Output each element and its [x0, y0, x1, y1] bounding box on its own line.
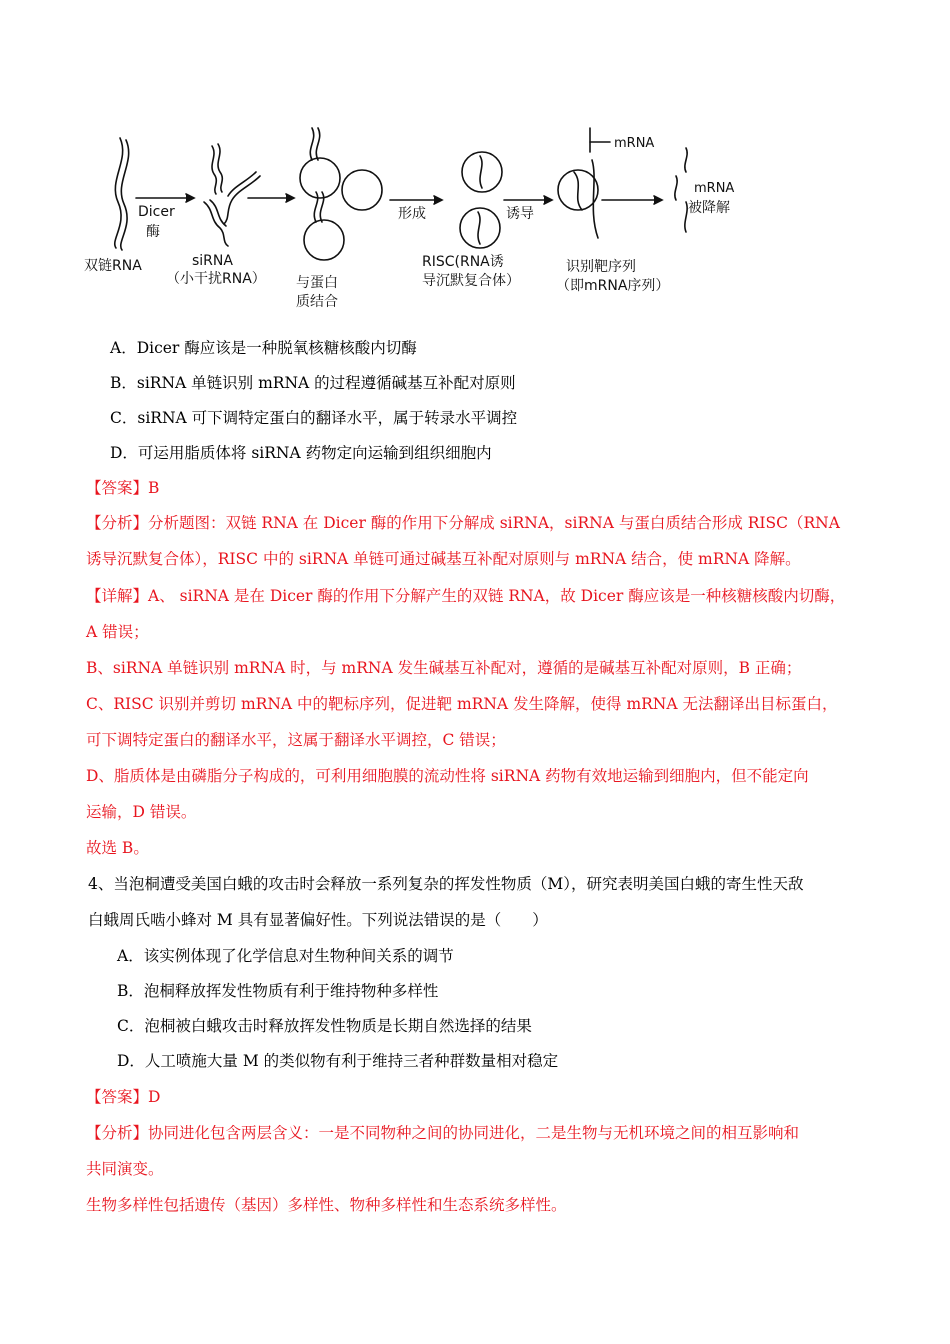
q3-detail: 可下调特定蛋白的翻译水平，这属于翻译水平调控，C 错误； [86, 731, 506, 749]
q3-detail: 运输，D 错误。 [86, 803, 197, 821]
label-sirna-full: （小干扰RNA） [166, 271, 266, 287]
label-protein-2: 质结合 [296, 294, 338, 310]
q3-option-b: B．siRNA 单链识别 mRNA 的过程遵循碱基互补配对原则 [110, 374, 516, 392]
label-risc: RISC(RNA诱 [422, 254, 504, 270]
q4-analysis: 共同演变。 [86, 1160, 164, 1178]
q3-option-c: C．siRNA 可下调特定蛋白的翻译水平，属于转录水平调控 [110, 409, 518, 427]
q3-analysis: 诱导沉默复合体），RISC 中的 siRNA 单链可通过碱基互补配对原则与 mRNA 结合，使 mRNA 降解。 [86, 550, 801, 568]
q3-option-a: A．Dicer 酶应该是一种脱氧核糖核酸内切酶 [110, 339, 417, 357]
sirna-fragment [212, 146, 216, 194]
label-recognize: 识别靶序列 [566, 259, 636, 275]
mrna-fragment [685, 202, 687, 232]
protein-circle [342, 170, 382, 210]
q3-conclusion: 故选 B。 [86, 839, 149, 857]
label-risc-2: 导沉默复合体） [422, 273, 520, 289]
sirna-fragment [218, 144, 222, 192]
q3-analysis: 【分析】分析题图：双链 RNA 在 Dicer 酶的作用下分解成 siRNA，siRNA 与蛋白质结合形成 RISC（RNA [86, 514, 840, 532]
mrna-fragment [685, 148, 687, 172]
q4-option-b: B．泡桐释放挥发性物质有利于维持物种多样性 [117, 982, 439, 1000]
label-sirna: siRNA [192, 253, 233, 269]
label-degrade: mRNA [694, 181, 735, 196]
label-dicer: Dicer [138, 204, 175, 220]
q3-detail: B、siRNA 单链识别 mRNA 时，与 mRNA 发生碱基互补配对，遵循的是碱基互补配对原则，B 正确； [86, 659, 802, 677]
q3-detail: D、脂质体是由磷脂分子构成的，可利用细胞膜的流动性将 siRNA 药物有效地运输到细胞内，但不能定向 [86, 767, 809, 785]
q3-detail: C、RISC 识别并剪切 mRNA 中的靶标序列，促进靶 mRNA 发生降解，使得 mRNA 无法翻译出目标蛋白， [86, 695, 838, 713]
label-dicer-enzyme: 酶 [146, 224, 160, 240]
sirna-mechanism-diagram [80, 120, 760, 320]
label-recognize-2: （即mRNA序列） [556, 278, 670, 294]
label-dsrna: 双链RNA [84, 258, 142, 274]
q3-option-d: D．可运用脂质体将 siRNA 药物定向运输到组织细胞内 [110, 444, 492, 462]
label-form: 形成 [398, 206, 426, 222]
protein-circle [304, 220, 344, 260]
label-protein: 与蛋白 [296, 275, 338, 291]
q4-option-d: D．人工喷施大量 M 的类似物有利于维持三者种群数量相对稳定 [117, 1052, 559, 1070]
label-induce: 诱导 [506, 206, 534, 222]
q4-option-a: A．该实例体现了化学信息对生物种间关系的调节 [117, 947, 454, 965]
mrna-fragment [675, 176, 677, 200]
label-mrna-top: mRNA [614, 136, 655, 151]
sirna-fragment [210, 200, 226, 226]
protein-circle [300, 158, 340, 198]
q4-analysis: 【分析】协同进化包含两层含义：一是不同物种之间的协同进化，二是生物与无机环境之间的相互影响和 [86, 1124, 800, 1142]
q4-stem: 4、当泡桐遭受美国白蛾的攻击时会释放一系列复杂的挥发性物质（M），研究表明美国白蛾的寄生性天敌 [88, 875, 804, 893]
q4-option-c: C．泡桐被白蛾攻击时释放挥发性物质是长期自然选择的结果 [117, 1017, 532, 1035]
q4-stem: 白蛾周氏啮小蜂对 M 具有显著偏好性。下列说法错误的是（ ） [88, 911, 548, 929]
label-degrade-2: 被降解 [688, 200, 730, 216]
q3-detail: A 错误； [86, 623, 149, 641]
q3-answer: 【答案】B [86, 479, 160, 497]
q4-answer: 【答案】D [86, 1088, 161, 1106]
sirna-fragment [228, 172, 256, 196]
q4-analysis: 生物多样性包括遗传（基因）多样性、物种多样性和生态系统多样性。 [86, 1196, 567, 1214]
q3-detail: 【详解】A、 siRNA 是在 Dicer 酶的作用下分解产生的双链 RNA，故 Dicer 酶应该是一种核糖核酸内切酶， [86, 587, 846, 605]
